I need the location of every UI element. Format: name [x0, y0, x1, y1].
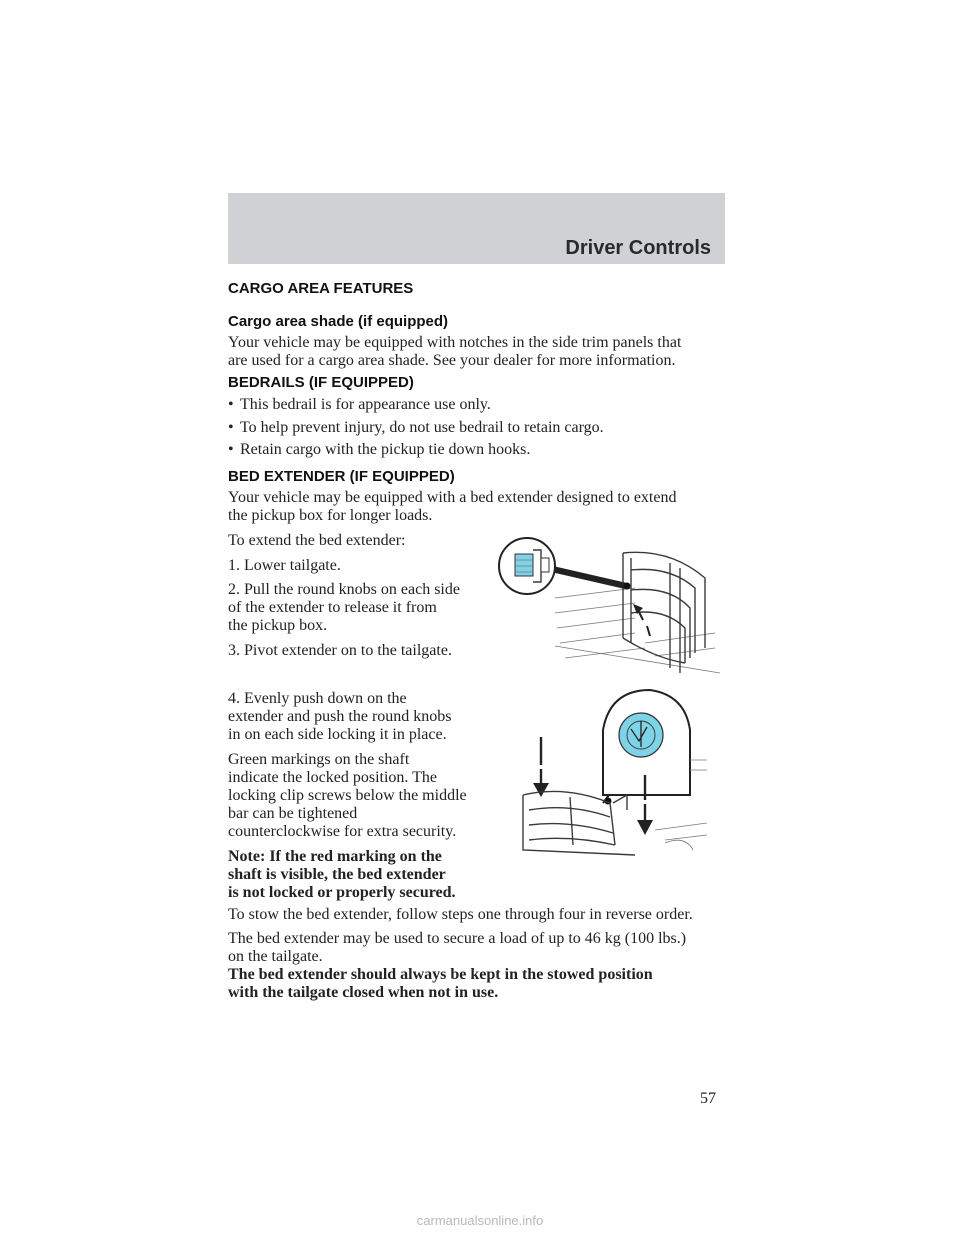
load-line-2: on the tailgate.: [228, 948, 323, 965]
extender-intro-1: Your vehicle may be equipped with a bed extender designed to extend: [228, 489, 677, 506]
extender-intro-2: the pickup box for longer loads.: [228, 507, 433, 524]
section-title: Driver Controls: [565, 237, 711, 259]
green-line-1: Green markings on the shaft: [228, 751, 410, 768]
step-3: 3. Pivot extender on to the tailgate.: [228, 642, 452, 659]
note-line-1: Note: If the red marking on the: [228, 848, 442, 865]
to-extend-text: To extend the bed extender:: [228, 532, 406, 549]
extender-release-illustration: [495, 528, 720, 678]
warning-line-2: with the tailgate closed when not in use.: [228, 984, 499, 1001]
green-line-3: locking clip screws below the middle: [228, 787, 467, 804]
bedrails-heading: BEDRAILS (IF EQUIPPED): [228, 374, 414, 391]
bedrail-bullet-1: • This bedrail is for appearance use only.: [228, 396, 491, 413]
bedrail-bullet-3: • Retain cargo with the pickup tie down hooks.: [228, 441, 531, 458]
cargo-heading: CARGO AREA FEATURES: [228, 280, 414, 297]
stow-text: To stow the bed extender, follow steps one through four in reverse order.: [228, 906, 693, 923]
step-4-line-1: 4. Evenly push down on the: [228, 690, 407, 707]
step-4-line-3: in on each side locking it in place.: [228, 726, 447, 743]
green-line-5: counterclockwise for extra security.: [228, 823, 457, 840]
extender-heading: BED EXTENDER (IF EQUIPPED): [228, 468, 455, 485]
shade-text-2: are used for a cargo area shade. See your dealer for more information.: [228, 352, 676, 369]
step-2-line-2: of the extender to release it from: [228, 599, 437, 616]
extender-lock-illustration: [515, 685, 710, 860]
step-1: 1. Lower tailgate.: [228, 557, 341, 574]
shade-text-1: Your vehicle may be equipped with notches in the side trim panels that: [228, 334, 682, 351]
load-line-1: The bed extender may be used to secure a load of up to 46 kg (100 lbs.): [228, 930, 687, 947]
section-header-band: [228, 193, 725, 264]
step-2-line-3: the pickup box.: [228, 617, 328, 634]
green-line-4: bar can be tightened: [228, 805, 358, 822]
bullet-icon: •: [228, 441, 234, 458]
page-number: 57: [700, 1090, 716, 1107]
note-line-2: shaft is visible, the bed extender: [228, 866, 446, 883]
bedrail-bullet-2: • To help prevent injury, do not use bedrail to retain cargo.: [228, 419, 604, 436]
bullet-icon: •: [228, 419, 234, 436]
step-2-line-1: 2. Pull the round knobs on each side: [228, 581, 460, 598]
note-line-3: is not locked or properly secured.: [228, 884, 456, 901]
watermark-footer: carmanualsonline.info: [416, 1213, 544, 1228]
bullet-icon: •: [228, 396, 234, 413]
step-4-line-2: extender and push the round knobs: [228, 708, 452, 725]
warning-line-1: The bed extender should always be kept in the stowed position: [228, 966, 653, 983]
shade-heading: Cargo area shade (if equipped): [228, 313, 449, 330]
green-line-2: indicate the locked position. The: [228, 769, 437, 786]
